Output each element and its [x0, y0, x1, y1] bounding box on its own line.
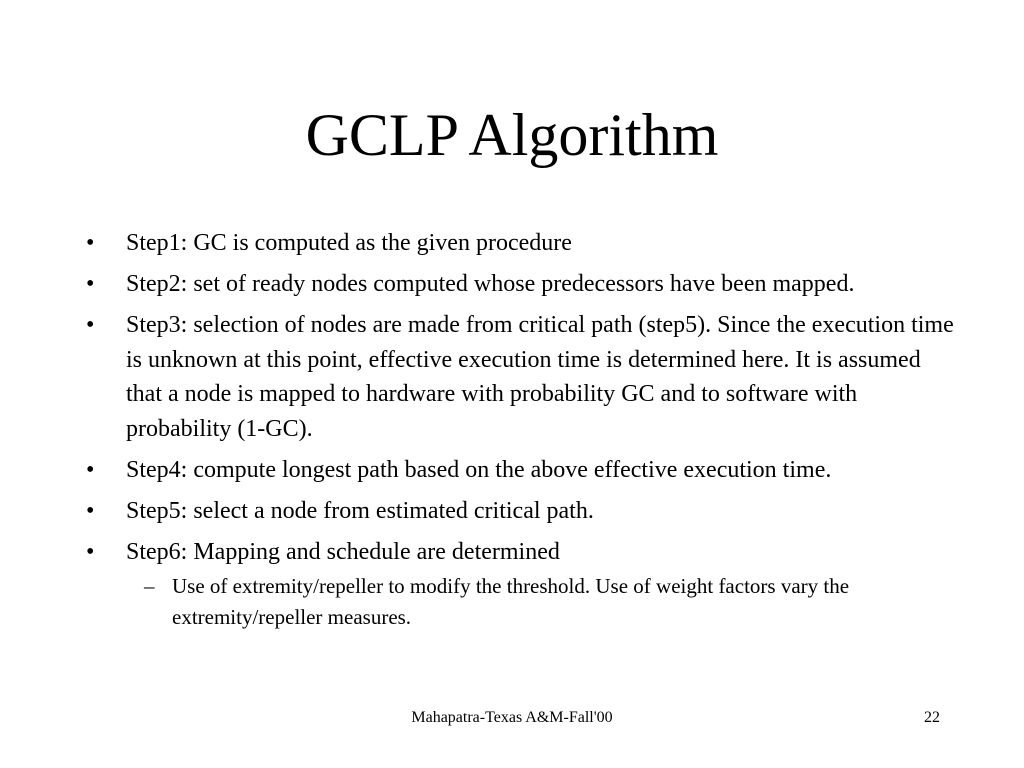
bullet-item-step2	[84, 267, 954, 302]
sub-bullet-list	[126, 571, 954, 633]
bullet-mark: •	[86, 497, 95, 524]
sub-bullet-mark: –	[144, 574, 155, 598]
bullet-text: Step3: selection of nodes are made from critical path (step5). Since the execution time is unknown at this point, effective execution time is determined here. It is assumed that a node is mapped to hardware with probability GC and to software with probability (1-GC).	[126, 312, 954, 442]
footer-text: Mahapatra-Texas A&M-Fall'00	[411, 709, 613, 726]
bullet-text: Step1: GC is computed as the given procedure	[126, 230, 572, 256]
bullet-item-step1	[84, 226, 954, 261]
sub-bullet-text: Use of extremity/repeller to modify the threshold. Use of weight factors vary the extremity/repeller measures.	[172, 574, 850, 629]
bullet-item-step3	[84, 308, 954, 446]
bullet-mark: •	[86, 538, 95, 565]
bullet-text: Step4: compute longest path based on the above effective execution time.	[126, 456, 832, 483]
sub-bullet-item	[126, 571, 954, 633]
bullet-mark: •	[86, 456, 95, 483]
bullet-item-step4	[84, 453, 954, 488]
bullet-text: Step2: set of ready nodes computed whose predecessors have been mapped.	[126, 271, 855, 297]
bullet-text: Step6: Mapping and schedule are determined	[126, 538, 560, 565]
bullet-mark: •	[86, 312, 95, 338]
bullet-text: Step5: select a node from estimated critical path.	[126, 497, 594, 524]
bullet-item-step6	[84, 535, 954, 634]
slide-title: GCLP Algorithm	[305, 102, 719, 168]
bullet-mark: •	[86, 230, 95, 256]
page-number: 22	[924, 709, 940, 726]
bullet-item-step5	[84, 494, 954, 529]
bullet-mark: •	[86, 271, 95, 297]
bullet-list	[84, 226, 954, 640]
